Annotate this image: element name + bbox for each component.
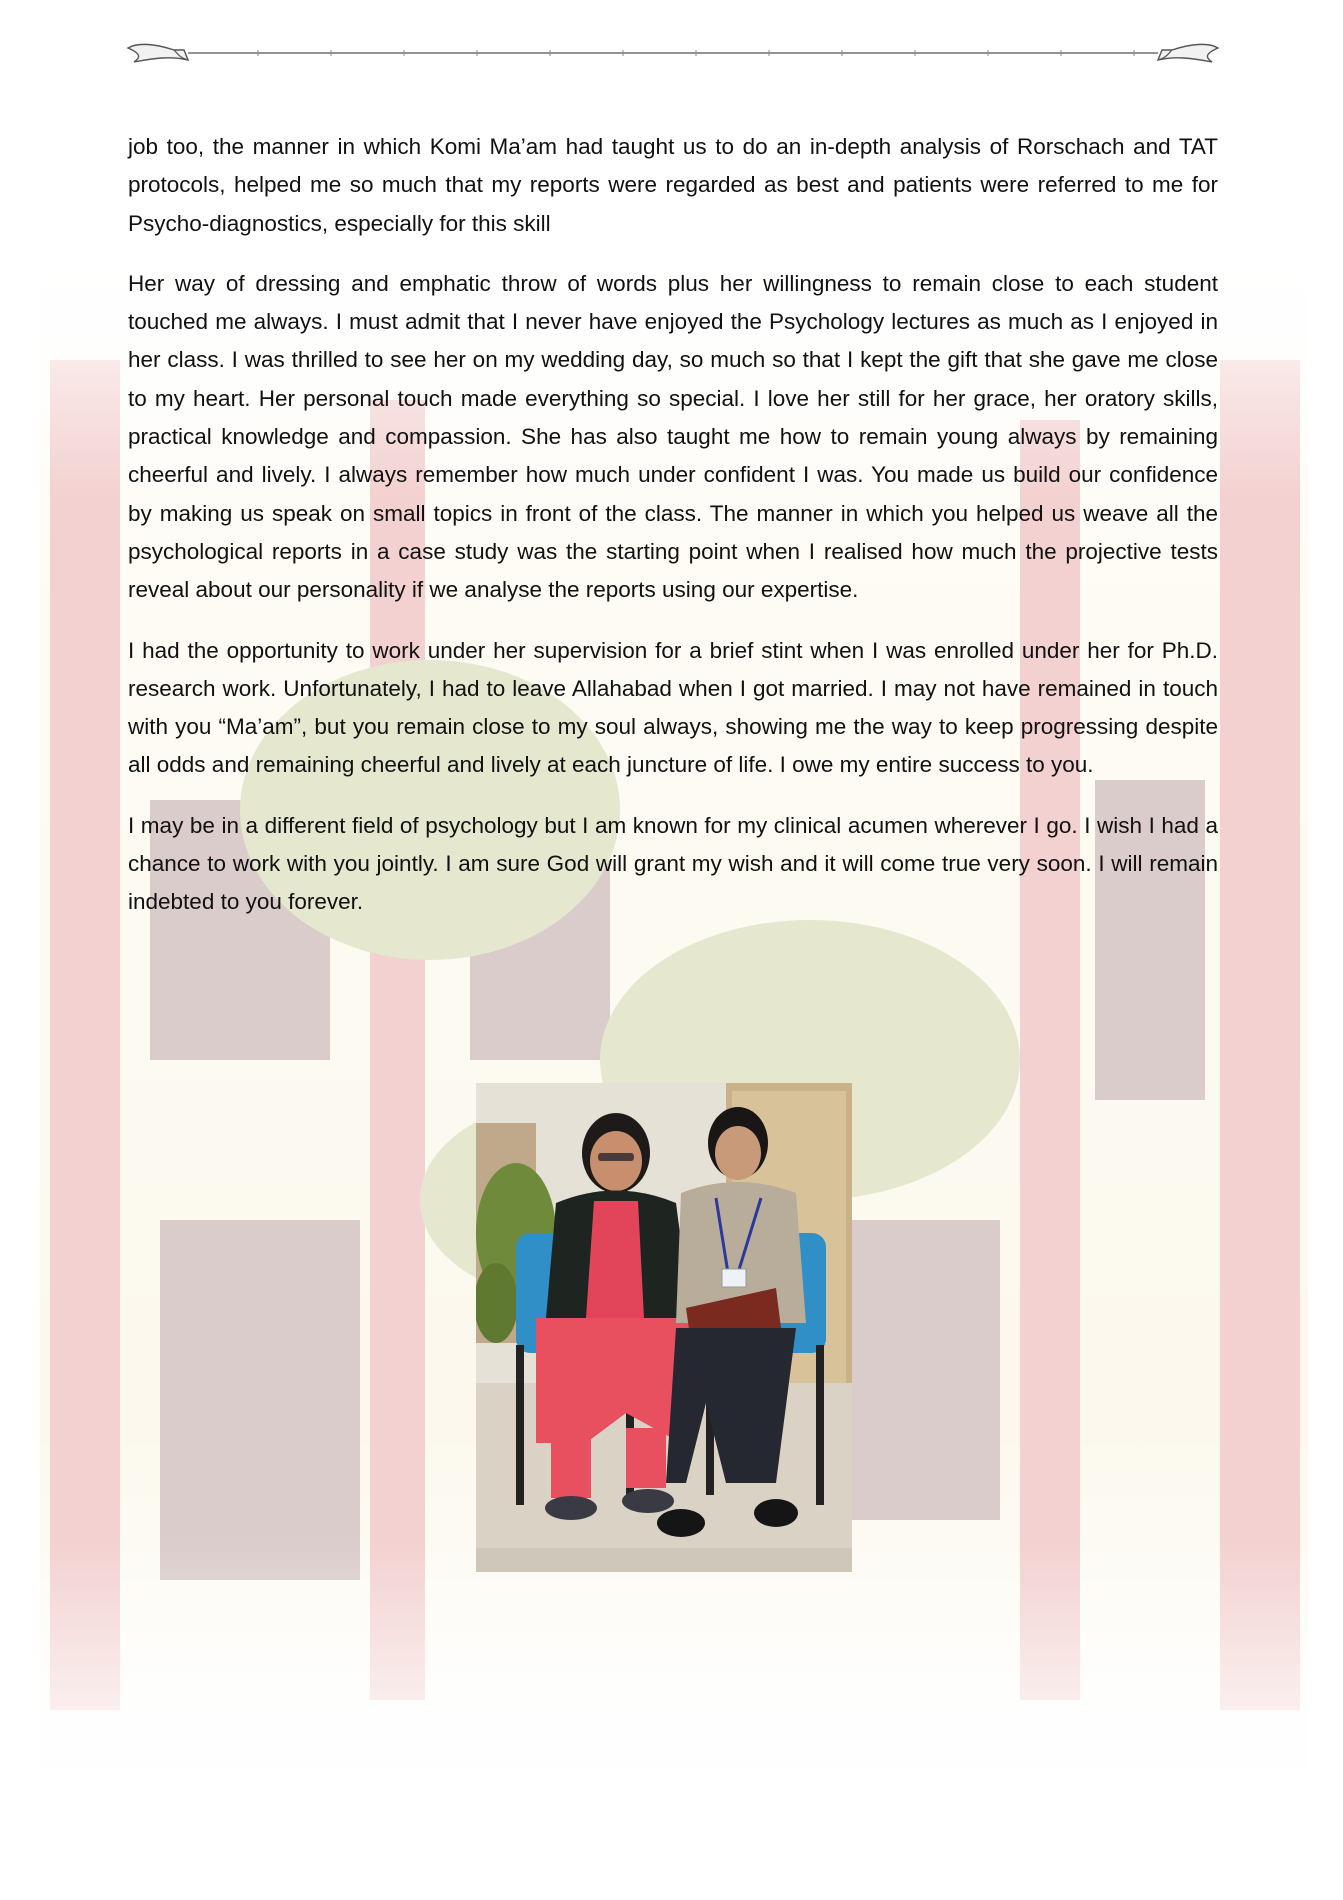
paragraph: I may be in a different field of psychology but I am known for my clinical acumen wherever I go. I wish I had a chance to work with you jointly. I am sure God will grant my wish and it will come true very soon. I will remain indebted to you forever. [128,812,1218,915]
scroll-right-icon [1158,44,1218,62]
photo-two-women-seated [476,1083,852,1572]
header-ornament [126,36,1220,66]
paragraph: I had the opportunity to work under her supervision for a brief stint when I was enrolled under her for Ph.D. research work. Unfortunately, I had to leave Allahabad when I got married. I may not have remained in touch with you “Ma’am”, but you remain close to my soul always, showing me the way to keep progressing despite all odds and remaining cheerful and lively at each juncture of life. I owe my entire success to you. [128,637,1218,778]
scroll-left-icon [128,44,188,62]
paragraph: job too, the manner in which Komi Ma’am had taught us to do an in-depth analysis of Rorschach and TAT protocols, helped me so much that my reports were regarded as best and patients were referred to me for Psycho-diagnostics, especially for this skill [128,134,1218,236]
letter-body [128,128,1218,944]
paragraph: Her way of dressing and emphatic throw of words plus her willingness to remain close to each student touched me always. I must admit that I never have enjoyed the Psychology lectures as much as I enjoyed in her class. I was thrilled to see her on my wedding day, so much so that I kept the gift that she gave me close to my heart. Her personal touch made everything so special. I love her still for her grace, her oratory skills, practical knowledge and compassion. She has also taught me how to remain young always by remaining cheerful and lively. I always remember how much under confident I was. You made us build our confidence by making us speak on small topics in front of the class. The manner in which you helped us weave all the psychological reports in a case study was the starting point when I realised how much the projective tests reveal about our personality if we analyse the reports using our expertise. [128,270,1218,603]
